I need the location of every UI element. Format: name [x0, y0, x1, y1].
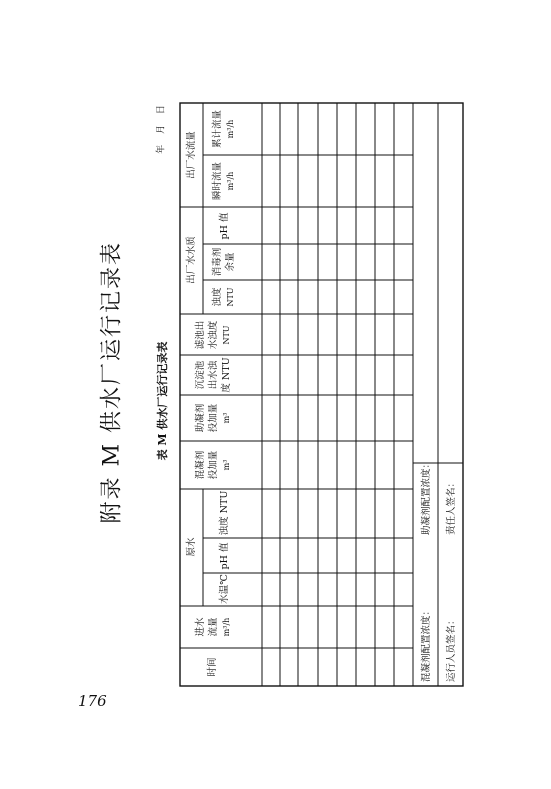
outlet-ph-header: pH 值: [219, 212, 230, 240]
raw-water-header: 原水: [186, 537, 197, 557]
inflow-header-1: 进水: [195, 617, 206, 637]
filter-header-2: 水浊度: [208, 320, 219, 350]
page-number: 176: [78, 692, 107, 710]
outlet-turbidity-header-2: NTU: [226, 287, 235, 307]
ph-header: pH 值: [219, 542, 230, 570]
cumulative-flow-header-2: m³/h: [226, 119, 235, 139]
appendix-title: 附录 M 供水厂运行记录表: [99, 240, 125, 524]
coagulant-header-3: m³: [222, 459, 231, 471]
table-caption: 表 M 供水厂运行记录表: [156, 341, 169, 461]
disinfectant-header-1: 消毒剂: [212, 247, 223, 277]
filter-header-3: NTU: [222, 325, 231, 345]
filter-header-1: 滤池出: [195, 320, 206, 350]
sediment-header-1: 沉淀池: [195, 360, 206, 390]
inflow-header-3: m³/h: [222, 617, 231, 637]
coagulant-header-2: 投加量: [208, 450, 219, 480]
coagulant-concentration-label: 混凝剂配置浓度：: [421, 605, 432, 682]
aid-header-3: m³: [222, 412, 231, 424]
outlet-flow-header: 出厂水流量: [186, 131, 197, 179]
disinfectant-header-2: 余量: [225, 252, 236, 272]
operator-signature-label: 运行人员签名：: [446, 615, 457, 682]
sediment-header-3: 度 NTU: [221, 357, 232, 393]
responsible-signature-label: 责任人签名：: [446, 477, 457, 535]
aid-concentration-label: 助凝剂配置浓度：: [421, 458, 432, 535]
aid-header-2: 投加量: [208, 403, 219, 433]
date-label: 年 月 日: [156, 101, 167, 154]
turbidity-header: 浊度 NTU: [219, 490, 230, 536]
water-temp-header: 水温℃: [219, 574, 230, 604]
inflow-header-2: 流量: [208, 617, 219, 637]
instant-flow-header-2: m³/h: [226, 171, 235, 191]
coagulant-header-1: 混凝剂: [195, 450, 206, 480]
sediment-header-2: 出水浊: [208, 360, 219, 390]
outlet-turbidity-header-1: 浊度: [212, 287, 223, 307]
instant-flow-header-1: 瞬时流量: [212, 161, 223, 201]
cumulative-flow-header-1: 累计流量: [212, 109, 223, 149]
time-header: 时间: [207, 657, 218, 677]
outlet-quality-header: 出厂水水质: [186, 236, 197, 284]
aid-header-1: 助凝剂: [195, 403, 206, 433]
